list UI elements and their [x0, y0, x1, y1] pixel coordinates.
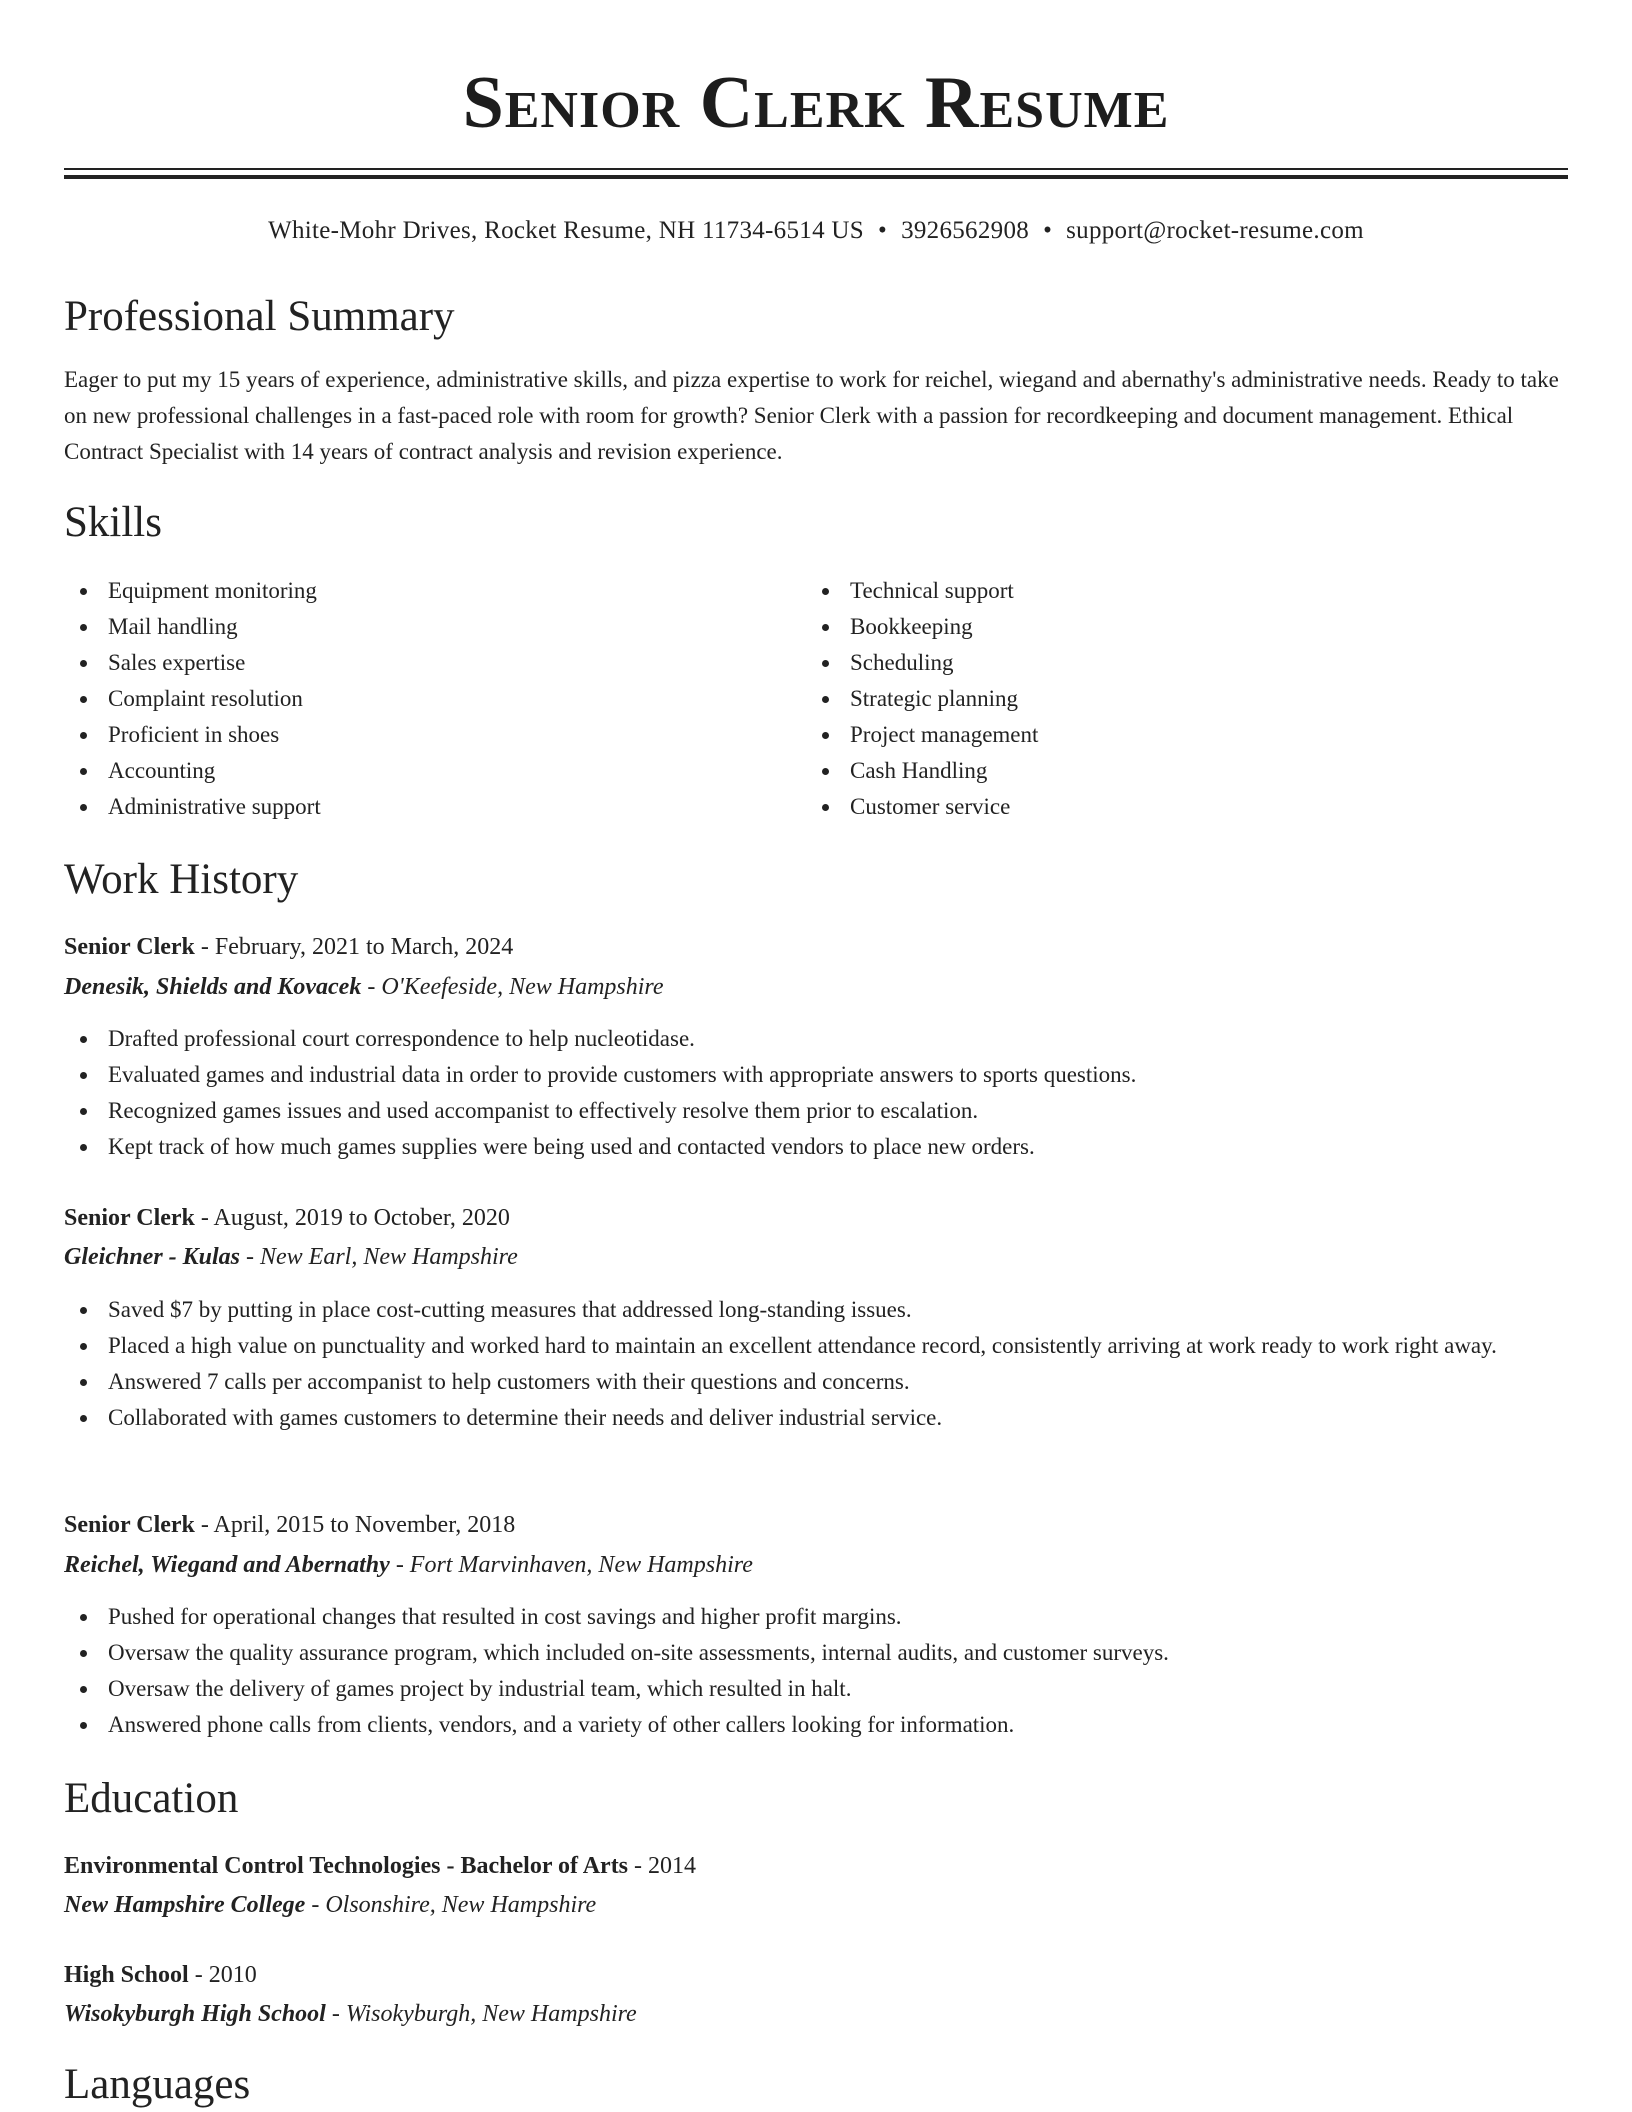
job-bullet: Oversaw the delivery of games project by industrial team, which resulted in halt. [64, 1671, 1568, 1707]
title-rule-thin [64, 168, 1568, 170]
skill-item: Strategic planning [806, 681, 1506, 717]
work-heading: Work History [64, 856, 299, 903]
job-bullets [64, 1599, 1568, 1743]
job-header [64, 929, 513, 965]
job-bullet: Evaluated games and industrial data in order to provide customers with appropriate answers to sports questions. [64, 1057, 1568, 1093]
contact-separator: • [878, 217, 888, 244]
education-location: - Wisokyburgh, New Hampshire [325, 2001, 637, 2027]
education-degree: Environmental Control Technologies - Bachelor of Arts [64, 1853, 629, 1879]
skills-list-left [64, 573, 764, 825]
education-school: Wisokyburgh High School [64, 2001, 326, 2027]
skill-item: Equipment monitoring [64, 573, 764, 609]
title-rule-thick [64, 175, 1568, 179]
job-title: Senior Clerk [64, 1205, 195, 1231]
job-employer [64, 1547, 753, 1583]
job-location: - O'Keefeside, New Hampshire [361, 974, 664, 1000]
job-bullet: Kept track of how much games supplies were being used and contacted vendors to place new orders. [64, 1129, 1568, 1165]
job-bullet: Oversaw the quality assurance program, which included on-site assessments, internal audits, and customer surveys. [64, 1635, 1568, 1671]
education-degree: High School [64, 1962, 189, 1988]
job-header [64, 1200, 510, 1236]
languages-heading: Languages [64, 2061, 251, 2108]
job-company: Denesik, Shields and Kovacek [64, 974, 362, 1000]
job-bullet: Answered phone calls from clients, vendors, and a variety of other callers looking for information. [64, 1707, 1568, 1743]
job-employer [64, 1239, 518, 1275]
job-bullet: Saved $7 by putting in place cost-cutting measures that addressed long-standing issues. [64, 1292, 1568, 1328]
education-school: New Hampshire College [64, 1892, 306, 1918]
skill-item: Mail handling [64, 609, 764, 645]
skill-item: Accounting [64, 753, 764, 789]
job-bullets [64, 1021, 1568, 1165]
education-year: - 2014 [628, 1853, 697, 1879]
contact-address: White-Mohr Drives, Rocket Resume, NH 11734-6514 US [268, 217, 864, 244]
contact-line [64, 214, 1568, 248]
skill-item: Customer service [806, 789, 1506, 825]
contact-email[interactable]: support@rocket-resume.com [1066, 217, 1364, 244]
skill-item: Administrative support [64, 789, 764, 825]
summary-heading: Professional Summary [64, 293, 455, 340]
job-company: Gleichner - Kulas [64, 1244, 241, 1270]
job-dates: - August, 2019 to October, 2020 [194, 1205, 510, 1231]
skill-item: Cash Handling [806, 753, 1506, 789]
job-title: Senior Clerk [64, 1512, 195, 1538]
education-heading: Education [64, 1775, 239, 1822]
job-employer [64, 969, 664, 1005]
job-title: Senior Clerk [64, 934, 195, 960]
skill-item: Technical support [806, 573, 1506, 609]
job-dates: - April, 2015 to November, 2018 [194, 1512, 516, 1538]
education-year: - 2010 [188, 1962, 257, 1988]
skill-item: Complaint resolution [64, 681, 764, 717]
job-dates: - February, 2021 to March, 2024 [194, 934, 514, 960]
skill-item: Project management [806, 717, 1506, 753]
education-header [64, 1848, 696, 1884]
education-school-line [64, 1996, 637, 2032]
contact-phone: 3926562908 [901, 217, 1030, 244]
summary-text: Eager to put my 15 years of experience, administrative skills, and pizza expertise to work for reichel, wiegand and abernathy's administrative needs. Ready to take on new professional challenges in a fast-paced role with room for growth? Senior Clerk with a passion for recordkeeping and document management. Ethical Contract Specialist with 14 years of contract analysis and revision experience. [64, 367, 1559, 464]
job-header [64, 1507, 515, 1543]
job-location: - New Earl, New Hampshire [240, 1244, 518, 1270]
job-bullet: Placed a high value on punctuality and worked hard to maintain an excellent attendance record, consistently arriving at work ready to work right away. [64, 1328, 1568, 1364]
job-bullet: Pushed for operational changes that resulted in cost savings and higher profit margins. [64, 1599, 1568, 1635]
job-bullet: Drafted professional court correspondence to help nucleotidase. [64, 1021, 1568, 1057]
job-bullet: Answered 7 calls per accompanist to help customers with their questions and concerns. [64, 1364, 1568, 1400]
education-location: - Olsonshire, New Hampshire [305, 1892, 597, 1918]
skill-item: Sales expertise [64, 645, 764, 681]
skills-list-right [806, 573, 1506, 825]
job-bullet: Recognized games issues and used accompanist to effectively resolve them prior to escalation. [64, 1093, 1568, 1129]
skills-heading: Skills [64, 499, 162, 546]
job-bullet: Collaborated with games customers to determine their needs and deliver industrial service. [64, 1400, 1568, 1436]
job-bullets [64, 1292, 1568, 1436]
job-company: Reichel, Wiegand and Abernathy [64, 1552, 390, 1578]
skill-item: Scheduling [806, 645, 1506, 681]
contact-separator: • [1043, 217, 1053, 244]
education-header [64, 1957, 257, 1993]
skill-item: Bookkeeping [806, 609, 1506, 645]
education-school-line [64, 1887, 596, 1923]
resume-title: Senior Clerk Resume [462, 62, 1170, 144]
job-location: - Fort Marvinhaven, New Hampshire [389, 1552, 753, 1578]
skill-item: Proficient in shoes [64, 717, 764, 753]
